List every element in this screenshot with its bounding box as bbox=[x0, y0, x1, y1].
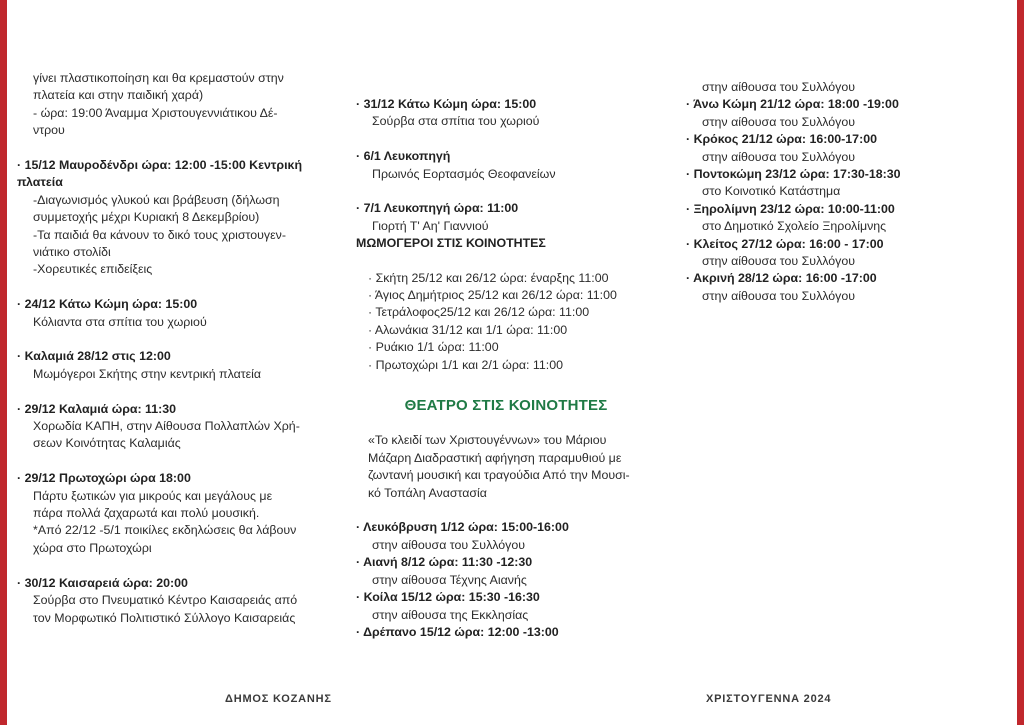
footer-christmas-year: ΧΡΙΣΤΟΥΓΕΝΝΑ 2024 bbox=[706, 693, 832, 705]
event-line: νιάτικο στολίδι bbox=[33, 245, 111, 260]
mumogeroi-item: · Πρωτοχώρι 1/1 και 2/1 ώρα: 11:00 bbox=[368, 357, 564, 372]
event-heading: · 6/1 Λευκοπηγή bbox=[356, 149, 451, 164]
event-block bbox=[356, 148, 656, 183]
event-heading: · 24/12 Κάτω Κώμη ώρα: 15:00 bbox=[17, 297, 198, 312]
event-line: συμμετοχής μέχρι Κυριακή 8 Δεκεμβρίου) bbox=[33, 210, 260, 225]
event-line: γίνει πλαστικοποίηση και θα κρεμαστούν στην bbox=[33, 71, 284, 85]
theatre-event-venue: στην αίθουσα του Συλλόγου bbox=[702, 254, 856, 269]
theatre-event-heading: · Κλείτος 27/12 ώρα: 16:00 - 17:00 bbox=[686, 236, 884, 251]
event-line: -Χορευτικές επιδείξεις bbox=[33, 262, 153, 277]
event-heading: · 31/12 Κάτω Κώμη ώρα: 15:00 bbox=[356, 97, 537, 111]
event-block bbox=[17, 401, 335, 453]
mumogeroi-item: · Ρυάκιο 1/1 ώρα: 11:00 bbox=[368, 340, 499, 355]
event-line: Γιορτή Τ' Αη' Γιαννιού bbox=[372, 218, 489, 233]
theatre-event-heading: · Ακρινή 28/12 ώρα: 16:00 -17:00 bbox=[686, 271, 877, 286]
event-line: ντρου bbox=[33, 123, 65, 138]
event-line: τον Μορφωτικό Πολιτιστικό Σύλλογο Καισαρειάς bbox=[33, 610, 296, 625]
theatre-event-heading: · Ξηρολίμνη 23/12 ώρα: 10:00-11:00 bbox=[686, 201, 895, 216]
theatre-event-heading: · Δρέπανο 15/12 ώρα: 12:00 -13:00 bbox=[356, 624, 559, 639]
theatre-event-venue: στο Κοινοτικό Κατάστημα bbox=[702, 184, 841, 199]
event-heading: πλατεία bbox=[17, 175, 63, 190]
event-line: σεων Κοινότητας Καλαμιάς bbox=[33, 436, 181, 451]
footer-municipality: ΔΗΜΟΣ ΚΟΖΑΝΗΣ bbox=[225, 693, 332, 705]
mumogeroi-item: · Σκήτη 25/12 και 26/12 ώρα: έναρξης 11:00 bbox=[368, 270, 609, 285]
theatre-event-venue: στην αίθουσα του Συλλόγου bbox=[372, 537, 526, 552]
event-block bbox=[17, 348, 335, 383]
theatre-event-venue: στην αίθουσα του Συλλόγου bbox=[702, 149, 856, 164]
event-block bbox=[356, 200, 656, 235]
event-line: πάρα πολλά ζαχαρωτά και πολύ μουσική. bbox=[33, 506, 260, 521]
theatre-event-venue: στην αίθουσα του Συλλόγου bbox=[702, 114, 856, 129]
event-block bbox=[17, 296, 335, 331]
column-left bbox=[17, 70, 335, 644]
event-line: -Διαγωνισμός γλυκού και βράβευση (δήλωση bbox=[33, 192, 280, 207]
column-right bbox=[686, 79, 986, 305]
event-block bbox=[356, 96, 656, 131]
event-heading: · 15/12 Μαυροδένδρι ώρα: 12:00 -15:00 Κεντρική bbox=[17, 158, 303, 173]
event-line: πλατεία και στην παιδική χαρά) bbox=[33, 88, 204, 103]
column-middle bbox=[356, 96, 656, 641]
event-line: Μωμόγεροι Σκήτης στην κεντρική πλατεία bbox=[33, 366, 262, 381]
event-line: Πάρτυ ξωτικών για μικρούς και μεγάλους με bbox=[33, 488, 273, 503]
theatre-event-heading: · Άνω Κώμη 21/12 ώρα: 18:00 -19:00 bbox=[686, 97, 899, 112]
description-line: κό Τοπάλη Αναστασία bbox=[368, 485, 487, 500]
event-line: Σούρβα στο Πνευματικό Κέντρο Καισαρειάς από bbox=[33, 593, 298, 608]
theatre-event-venue: στο Δημοτικό Σχολείο Ξηρολίμνης bbox=[702, 219, 887, 234]
theatre-event-heading: · Κρόκος 21/12 ώρα: 16:00-17:00 bbox=[686, 132, 877, 147]
mumogeroi-heading: ΜΩΜΟΓΕΡΟΙ ΣΤΙΣ ΚΟΙΝΟΤΗΤΕΣ bbox=[356, 236, 546, 251]
event-line: - ώρα: 19:00 Άναμμα Χριστουγεννιάτικου Δέ- bbox=[33, 105, 278, 120]
event-block bbox=[17, 70, 335, 140]
event-heading: · 29/12 Πρωτοχώρι ώρα 18:00 bbox=[17, 471, 191, 486]
mumogeroi-item: · Τετράλοφος25/12 και 26/12 ώρα: 11:00 bbox=[368, 305, 590, 320]
theatre-event-heading: · Ποντοκώμη 23/12 ώρα: 17:30-18:30 bbox=[686, 167, 901, 182]
theatre-event-venue: στην αίθουσα της Εκκλησίας bbox=[372, 607, 529, 622]
event-line: Χορωδία ΚΑΠΗ, στην Αίθουσα Πολλαπλών Χρή- bbox=[33, 419, 300, 434]
event-line: Πρωινός Εορτασμός Θεοφανείων bbox=[372, 166, 556, 181]
event-line: Σούρβα στα σπίτια του χωριού bbox=[372, 114, 540, 129]
mumogeroi-item: · Άγιος Δημήτριος 25/12 και 26/12 ώρα: 11:00 bbox=[368, 288, 617, 303]
event-line: χώρα στο Πρωτοχώρι bbox=[33, 540, 152, 555]
theatre-event-heading: · Λευκόβρυση 1/12 ώρα: 15:00-16:00 bbox=[356, 520, 569, 535]
mumogeroi-item: · Αλωνάκια 31/12 και 1/1 ώρα: 11:00 bbox=[368, 322, 568, 337]
event-line: Κόλιαντα στα σπίτια του χωριού bbox=[33, 314, 207, 329]
event-heading: · 7/1 Λευκοπηγή ώρα: 11:00 bbox=[356, 201, 519, 216]
theatre-heading: ΘΕΑΤΡΟ ΣΤΙΣ ΚΟΙΝΟΤΗΤΕΣ bbox=[404, 397, 608, 415]
event-block bbox=[17, 470, 335, 557]
theatre-event-heading: · Αιανή 8/12 ώρα: 11:30 -12:30 bbox=[356, 555, 533, 570]
event-heading: · 29/12 Καλαμιά ώρα: 11:30 bbox=[17, 401, 177, 416]
theatre-event-venue: στην αίθουσα Τέχνης Αιανής bbox=[372, 572, 527, 587]
left-red-border bbox=[0, 0, 7, 725]
event-heading: · 30/12 Καισαρειά ώρα: 20:00 bbox=[17, 575, 188, 590]
event-block bbox=[17, 157, 335, 279]
event-heading: · Καλαμιά 28/12 στις 12:00 bbox=[17, 349, 171, 364]
description-line: Μάζαρη Διαδραστική αφήγηση παραμυθιού με bbox=[368, 450, 622, 465]
description-line: «Το κλειδί των Χριστουγέννων» του Μάριου bbox=[368, 433, 607, 448]
event-line: -Τα παιδιά θα κάνουν το δικό τους χριστουγεν- bbox=[33, 227, 286, 242]
theatre-description bbox=[356, 432, 656, 502]
theatre-event-venue: στην αίθουσα του Συλλόγου bbox=[702, 288, 856, 303]
event-block bbox=[17, 575, 335, 627]
right-red-border bbox=[1017, 0, 1024, 725]
event-line: *Από 22/12 -5/1 ποικίλες εκδηλώσεις θα λάβουν bbox=[33, 523, 297, 538]
theatre-event-venue: στην αίθουσα του Συλλόγου bbox=[702, 80, 856, 94]
theatre-event-heading: · Κοίλα 15/12 ώρα: 15:30 -16:30 bbox=[356, 590, 540, 605]
description-line: ζωντανή μουσική και τραγούδια Από την Μουσι- bbox=[368, 468, 630, 483]
